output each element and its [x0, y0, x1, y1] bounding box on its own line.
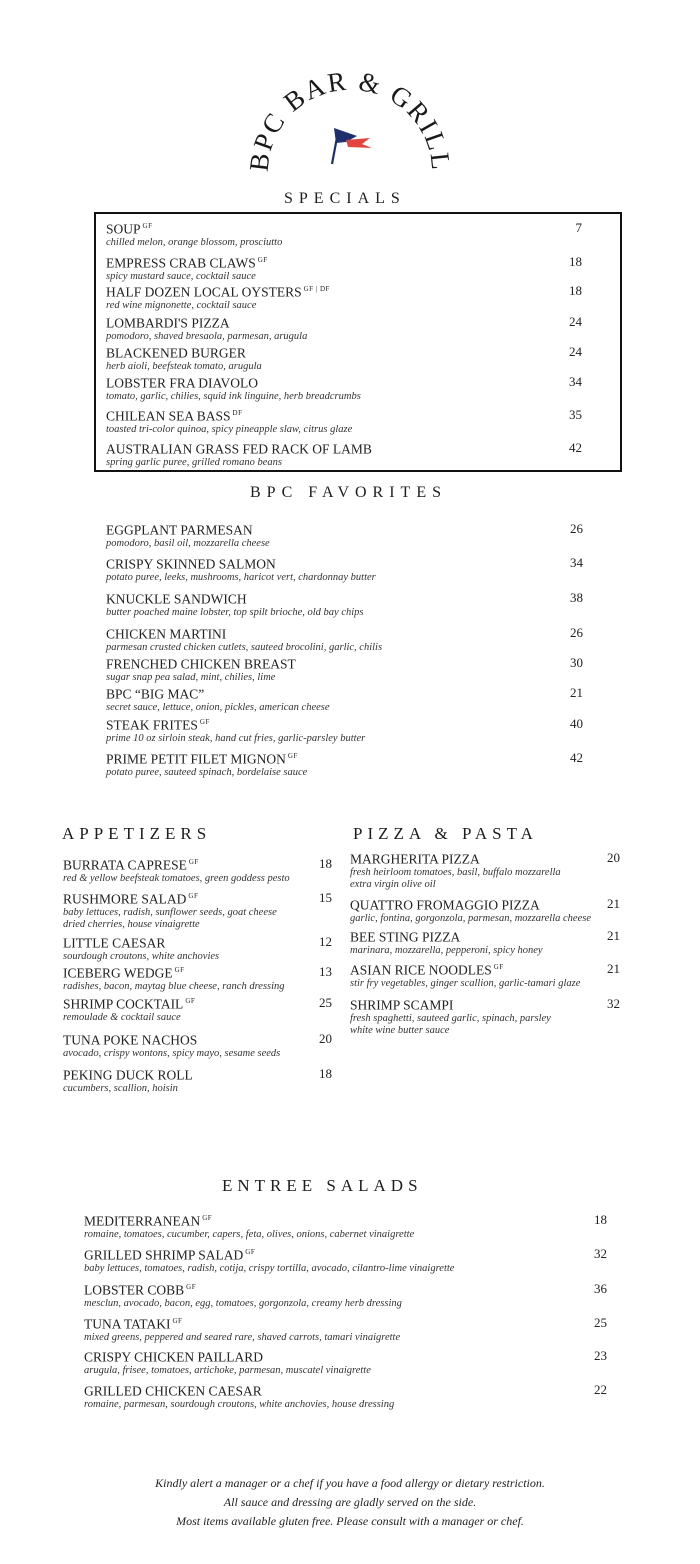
menu-item-price: 25 [594, 1315, 607, 1330]
pizza-pasta-title: PIZZA & PASTA [353, 824, 538, 843]
menu-item-price: 42 [570, 750, 583, 765]
menu-item [350, 927, 543, 957]
item-name-text: ASIAN RICE NOODLES [350, 962, 492, 978]
menu-item-name [106, 520, 270, 538]
menu-item-description: romaine, tomatoes, cucumber, capers, feta, olives, onions, cabernet vinaigrette [84, 1228, 415, 1240]
item-name-text: HALF DOZEN LOCAL OYSTERS [106, 284, 302, 300]
footer-line: All sauce and dressing are gladly served on the side. [223, 1495, 477, 1509]
dietary-tag: GF [493, 963, 504, 971]
menu-item-description: potato puree, sauteed spinach, bordelaise sauce [106, 766, 308, 778]
menu-item-price: 30 [570, 655, 583, 670]
logo-graphic [230, 60, 470, 200]
menu-item-price: 34 [569, 374, 582, 389]
menu-item-name [63, 1030, 280, 1048]
svg-text:BPC BAR & GRILL [244, 66, 457, 173]
menu-item-price: 38 [570, 590, 583, 605]
menu-item-price: 18 [594, 1212, 607, 1227]
menu-item [63, 963, 285, 993]
menu-item [350, 895, 591, 925]
menu-item-price: 13 [319, 964, 332, 979]
item-name-text: TUNA POKE NACHOS [63, 1032, 198, 1048]
menu-item-price: 7 [575, 220, 582, 235]
menu-item-name [106, 219, 282, 237]
menu-item [63, 855, 290, 885]
menu-item-description: chilled melon, orange blossom, prosciutto [106, 236, 283, 248]
menu-item [350, 995, 551, 1037]
menu-item-name [84, 1347, 371, 1365]
dietary-tag: GF [172, 1317, 183, 1325]
menu-item-description: red & yellow beefsteak tomatoes, green goddess pesto [63, 872, 290, 884]
item-name-text: TUNA TATAKI [84, 1316, 171, 1332]
menu-item [63, 1065, 195, 1095]
menu-item-name [106, 439, 374, 457]
menu-item [106, 749, 307, 779]
menu-item [106, 439, 374, 469]
menu-item [350, 960, 580, 990]
menu-item-price: 18 [319, 856, 332, 871]
menu-item-name [63, 963, 285, 981]
menu-item [106, 406, 352, 436]
dietary-tag: GF [188, 892, 199, 900]
menu-item-name [106, 589, 364, 607]
allergy-notice [0, 1474, 700, 1531]
item-name-text: GRILLED SHRIMP SALAD [84, 1247, 244, 1263]
menu-item [106, 684, 330, 714]
dietary-tag: GF [142, 222, 153, 230]
item-name-text: CRISPY SKINNED SALMON [106, 556, 276, 572]
item-name-text: BLACKENED BURGER [106, 345, 246, 361]
menu-item-name [84, 1280, 402, 1298]
menu-item [63, 889, 277, 931]
menu-item-description: spicy mustard sauce, cocktail sauce [106, 270, 256, 282]
menu-item-name [106, 554, 376, 572]
menu-item-description: prime 10 oz sirloin steak, hand cut fries, garlic-parsley butter [106, 732, 366, 744]
menu-item-description: arugula, frisee, tomatoes, artichoke, parmesan, muscatel vinaigrette [84, 1364, 371, 1376]
item-name-text: MARGHERITA PIZZA [350, 851, 480, 867]
favorites-title: BPC FAVORITES [250, 484, 447, 501]
item-name-text: BPC “BIG MAC” [106, 686, 205, 702]
menu-item-price: 25 [319, 995, 332, 1010]
menu-item-description: remoulade & cocktail sauce [63, 1011, 181, 1023]
menu-item-description: pomodoro, basil oil, mozzarella cheese [106, 537, 270, 549]
menu-item-description: fresh heirloom tomatoes, basil, buffalo mozzarella [350, 866, 561, 878]
dietary-tag: GF [245, 1248, 256, 1256]
dietary-tag: GF [199, 718, 210, 726]
menu-item-description: sourdough croutons, white anchovies [63, 950, 220, 962]
item-name-text: SHRIMP SCAMPI [350, 997, 454, 1013]
item-name-text: CHICKEN MARTINI [106, 626, 227, 642]
menu-item-price: 24 [569, 314, 582, 329]
menu-item [106, 589, 364, 619]
menu-item-description: romaine, parmesan, sourdough croutons, white anchovies, house dressing [84, 1398, 395, 1410]
menu-item-name [84, 1381, 394, 1399]
menu-item-description: toasted tri-color quinoa, spicy pineapple slaw, citrus glaze [106, 423, 353, 435]
menu-item-description: baby lettuces, radish, sunflower seeds, goat cheese [63, 906, 277, 918]
item-name-text: CHILEAN SEA BASS [106, 408, 231, 424]
dietary-tag: GF [287, 752, 298, 760]
menu-item [106, 520, 270, 550]
menu-item-description: mesclun, avocado, bacon, egg, tomatoes, gorgonzola, creamy herb dressing [84, 1297, 402, 1309]
menu-item-price: 23 [594, 1348, 607, 1363]
flag-icon [332, 128, 372, 164]
dietary-tag: GF [174, 966, 185, 974]
menu-item-price: 40 [570, 716, 583, 731]
menu-item-description: secret sauce, lettuce, onion, pickles, american cheese [106, 701, 330, 713]
menu-item-description: radishes, bacon, maytag blue cheese, ranch dressing [63, 980, 285, 992]
menu-item-description: herb aioli, beefsteak tomato, arugula [106, 360, 262, 372]
item-name-text: SOUP [106, 221, 141, 237]
menu-item-name [106, 749, 307, 767]
menu-item-name [106, 313, 307, 331]
menu-item-price: 18 [569, 254, 582, 269]
menu-item [84, 1381, 394, 1411]
entree-salads-title: ENTREE SALADS [222, 1176, 423, 1195]
item-name-text: KNUCKLE SANDWICH [106, 591, 247, 607]
menu-item-name [106, 406, 352, 424]
item-name-text: BEE STING PIZZA [350, 929, 461, 945]
menu-item-description: red wine mignonette, cocktail sauce [106, 299, 257, 311]
menu-item-price: 21 [607, 928, 620, 943]
menu-item [106, 373, 361, 403]
menu-item [84, 1211, 414, 1241]
menu-item-name [84, 1314, 400, 1332]
menu-item-price: 26 [570, 521, 583, 536]
item-name-text: MEDITERRANEAN [84, 1213, 201, 1229]
menu-item-name [350, 895, 591, 913]
menu-item-price: 35 [569, 407, 582, 422]
item-name-text: EGGPLANT PARMESAN [106, 522, 253, 538]
menu-item [63, 994, 195, 1024]
item-name-text: RUSHMORE SALAD [63, 891, 187, 907]
menu-item-description: tomato, garlic, chilies, squid ink linguine, herb breadcrumbs [106, 390, 361, 402]
menu-item [106, 282, 330, 312]
menu-item-description: potato puree, leeks, mushrooms, haricot vert, chardonnay butter [106, 571, 376, 583]
menu-item-price: 15 [319, 890, 332, 905]
menu-item [84, 1245, 454, 1275]
menu-item-price: 34 [570, 555, 583, 570]
restaurant-logo [230, 60, 470, 200]
menu-item-price: 21 [607, 961, 620, 976]
menu-item-description: stir fry vegetables, ginger scallion, garlic-tamari glaze [350, 977, 581, 989]
menu-item-name [63, 994, 195, 1012]
menu-item [106, 654, 298, 684]
item-name-text: LITTLE CAESAR [63, 935, 166, 951]
dietary-tag: GF [186, 1283, 197, 1291]
menu-item-name [63, 933, 219, 951]
menu-item-price: 42 [569, 440, 582, 455]
dietary-tag: GF [257, 256, 268, 264]
menu-item-description: parmesan crusted chicken cutlets, sauteed brocolini, garlic, chilis [106, 641, 383, 653]
footer-line: Kindly alert a manager or a chef if you have a food allergy or dietary restriction. [155, 1476, 545, 1490]
menu-item-price: 18 [569, 283, 582, 298]
item-name-text: LOBSTER FRA DIAVOLO [106, 375, 259, 391]
menu-item [63, 1030, 280, 1060]
menu-item-description: spring garlic puree, grilled romano beans [106, 456, 282, 468]
menu-item-description: butter poached maine lobster, top spilt brioche, old bay chips [106, 606, 364, 618]
menu-item-price: 20 [319, 1031, 332, 1046]
item-name-text: EMPRESS CRAB CLAWS [106, 255, 256, 271]
menu-item-name [84, 1211, 414, 1229]
menu-item-price: 24 [569, 344, 582, 359]
menu-item-price: 21 [607, 896, 620, 911]
menu-item [350, 849, 561, 891]
menu-item-name [106, 253, 268, 271]
menu-item-description: fresh spaghetti, sauteed garlic, spinach, parsley [350, 1012, 551, 1024]
item-name-text: SHRIMP COCKTAIL [63, 996, 184, 1012]
appetizers-title: APPETIZERS [62, 824, 212, 843]
menu-item-name [350, 960, 580, 978]
item-name-text: QUATTRO FROMAGGIO PIZZA [350, 897, 540, 913]
menu-item-description: mixed greens, peppered and seared rare, shaved carrots, tamari vinaigrette [84, 1331, 401, 1343]
menu-item [63, 933, 219, 963]
menu-item-description: marinara, mozzarella, pepperoni, spicy honey [350, 944, 543, 956]
specials-title: SPECIALS [284, 190, 406, 207]
menu-item-name [106, 715, 365, 733]
item-name-text: LOBSTER COBB [84, 1282, 185, 1298]
menu-item-name [63, 855, 290, 873]
menu-item [106, 554, 376, 584]
menu-item-description-line2: white wine butter sauce [350, 1024, 450, 1036]
menu-item-price: 26 [570, 625, 583, 640]
dietary-tag: GF [185, 997, 196, 1005]
menu-item-name [106, 654, 298, 672]
menu-item-description: sugar snap pea salad, mint, chilies, lime [106, 671, 276, 683]
item-name-text: PEKING DUCK ROLL [63, 1067, 193, 1083]
menu-item [106, 219, 282, 249]
menu-item-price: 36 [594, 1281, 607, 1296]
menu-item-name [106, 373, 361, 391]
menu-item-price: 12 [319, 934, 332, 949]
menu-item-name [106, 343, 262, 361]
dietary-tag: GF [188, 858, 199, 866]
dietary-tag: GF | DF [303, 285, 330, 293]
menu-item [84, 1280, 402, 1310]
menu-item-name [63, 889, 277, 907]
menu-item-name [350, 927, 543, 945]
menu-item-price: 18 [319, 1066, 332, 1081]
item-name-text: FRENCHED CHICKEN BREAST [106, 656, 296, 672]
menu-item-description: avocado, crispy wontons, spicy mayo, sesame seeds [63, 1047, 281, 1059]
item-name-text: CRISPY CHICKEN PAILLARD [84, 1349, 264, 1365]
menu-item-name [350, 995, 551, 1013]
menu-item-price: 32 [594, 1246, 607, 1261]
item-name-text: LOMBARDI'S PIZZA [106, 315, 230, 331]
menu-item [106, 253, 268, 283]
menu-item-name [84, 1245, 454, 1263]
item-name-text: AUSTRALIAN GRASS FED RACK OF LAMB [106, 441, 372, 457]
menu-item-description: pomodoro, shaved bresaola, parmesan, arugula [106, 330, 308, 342]
menu-item [84, 1347, 371, 1377]
menu-item-name [63, 1065, 195, 1083]
footer-line: Most items available gluten free. Please consult with a manager or chef. [176, 1514, 524, 1528]
menu-item-price: 20 [607, 850, 620, 865]
menu-item [106, 343, 262, 373]
dietary-tag: DF [232, 409, 243, 417]
menu-item-name [106, 624, 382, 642]
menu-item-price: 22 [594, 1382, 607, 1397]
menu-item [106, 313, 307, 343]
menu-item-description: baby lettuces, tomatoes, radish, cotija, crispy tortilla, avocado, cilantro-lime vinaigrette [84, 1262, 455, 1274]
item-name-text: GRILLED CHICKEN CAESAR [84, 1383, 262, 1399]
menu-item [106, 715, 365, 745]
menu-item-name [106, 282, 330, 300]
menu-item-name [106, 684, 330, 702]
menu-item [84, 1314, 400, 1344]
item-name-text: STEAK FRITES [106, 717, 198, 733]
menu-item [106, 624, 382, 654]
item-name-text: BURRATA CAPRESE [63, 857, 187, 873]
menu-item-price: 32 [607, 996, 620, 1011]
dietary-tag: GF [202, 1214, 213, 1222]
item-name-text: PRIME PETIT FILET MIGNON [106, 751, 286, 767]
menu-item-description-line2: dried cherries, house vinaigrette [63, 918, 200, 930]
logo-text: BPC BAR & GRILL [243, 65, 457, 173]
menu-item-description: cucumbers, scallion, hoisin [63, 1082, 178, 1094]
menu-item-price: 21 [570, 685, 583, 700]
menu-item-name [350, 849, 561, 867]
item-name-text: ICEBERG WEDGE [63, 965, 173, 981]
menu-item-description: garlic, fontina, gorgonzola, parmesan, mozzarella cheese [350, 912, 591, 924]
menu-item-description-line2: extra virgin olive oil [350, 878, 436, 890]
